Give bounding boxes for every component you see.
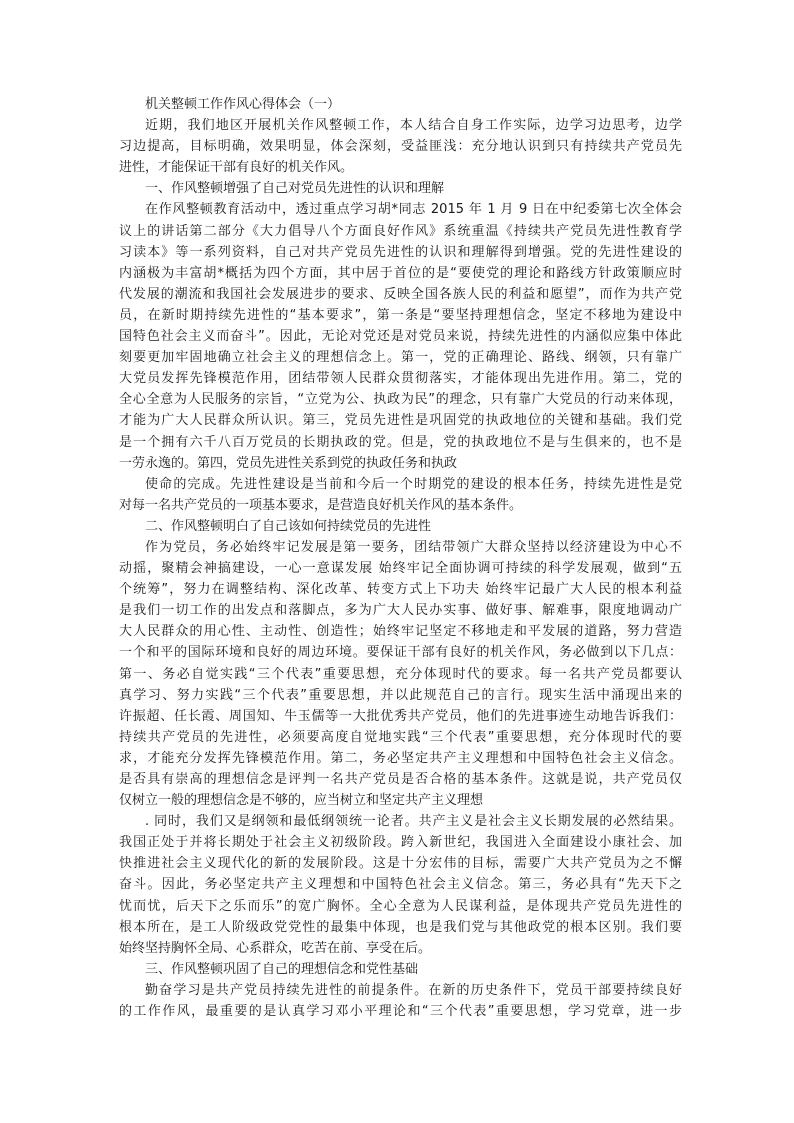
text-line: 个统筹”，努力在调整结构、深化改革、转变方式上下功夫 始终牢记最广大人民的根本利益 (119, 582, 682, 598)
text-line: 我国正处于并将长期处于社会主义初级阶段。跨入新世纪，我国进入全面建设小康社会、加 (119, 835, 682, 851)
text-line: 三、作风整顿巩固了自己的理想信念和党性基础 (145, 961, 419, 977)
text-line: 忧而忧，后天下之乐而乐”的宽广胸怀。全心全意为人民谋利益，是体现共产党员先进性的 (119, 898, 682, 914)
text-line: 代发展的潮流和我国社会发展进步的要求、反映全国各族人民的利益和愿望”，而作为共产党 (119, 286, 682, 302)
text-line: 快推进社会主义现代化的新的发展阶段。这是十分宏伟的目标，需要广大共产党员为之不懈 (119, 856, 682, 872)
text-line: 大党员发挥先锋模范作用，团结带领人民群众贯彻落实，才能体现出先进作用。第二，党的 (119, 371, 682, 387)
text-line: 使命的完成。先进性建设是当前和今后一个时期党的建设的根本任务，持续先进性是党 (145, 476, 682, 492)
text-line: 始终坚持胸怀全局、心系群众，吃苦在前、享受在后。 (119, 940, 432, 956)
text-line: 大人民群众的用心性、主动性、创造性；始终牢记坚定不移地走和平发展的道路，努力营造 (119, 624, 682, 640)
text-line: 一个和平的国际环境和良好的周边环境。要保证干部有良好的机关作风，务必做到以下几点： (119, 645, 682, 661)
text-line: 根本所在，是工人阶级政党党性的最集中体现，也是我们党与其他政党的根本区别。我们要 (119, 919, 682, 935)
text-line: 习读本》等一系列资料，自己对共产党员先进性的认识和理解得到增强。党的先进性建设的 (119, 244, 682, 260)
text-line: 的工作作风，最重要的是认真学习邓小平理论和“三个代表”重要思想，学习党章，进一步 (119, 1004, 682, 1020)
text-line: 动摇，聚精会神搞建设，一心一意谋发展 始终牢记全面协调可持续的科学发展观，做到“五 (119, 561, 682, 577)
text-line: 进性，才能保证干部有良好的机关作风。 (119, 160, 354, 176)
text-line: 刻要更加牢固地确立社会主义的理想信念上。第一，党的正确理论、路线、纲领，只有靠广 (119, 350, 682, 366)
text-line: 求，才能充分发挥先锋模范作用。第二，务必坚定共产主义理想和中国特色社会主义信念。 (119, 750, 682, 766)
text-line: 许振超、任长霞、周国知、牛玉儒等一大批优秀共产党员，他们的先进事迹生动地告诉我们： (119, 708, 682, 724)
text-line: 一劳永逸的。第四，党员先进性关系到党的执政任务和执政 (119, 455, 458, 471)
text-line: 是一个拥有六千八百万党员的长期执政的党。但是，党的执政地位不是与生俱来的，也不是 (119, 434, 682, 450)
text-line: 是否具有崇高的理想信念是评判一名共产党员是否合格的基本条件。这就是说，共产党员仅 (119, 772, 682, 787)
text-line: 在作风整顿教育活动中，透过重点学习胡*同志 2015 年 1 月 9 日在中纪委第七次全体会 (145, 202, 682, 218)
text-line: 内涵极为丰富胡*概括为四个方面，其中居于首位的是“要使党的理论和路线方针政策顺应时 (119, 265, 682, 281)
text-line: 仅树立一般的理想信念是不够的，应当树立和坚定共产主义理想 (119, 793, 484, 809)
text-line: 习边提高，目标明确，效果明显，体会深刻，受益匪浅：充分地认识到只有持续共产党员先 (119, 139, 682, 155)
text-line: 机关整顿工作作风心得体会（一） (145, 97, 341, 112)
text-line: 国特色社会主义而奋斗”。因此，无论对党还是对党员来说，持续先进性的内涵似应集中体此 (119, 329, 682, 345)
text-line: 勤奋学习是共产党员持续先进性的前提条件。在新的历史条件下，党员干部要持续良好 (145, 982, 682, 998)
text-line: . 同时，我们又是纲领和最低纲领统一论者。共产主义是社会主义长期发展的必然结果。 (145, 814, 682, 830)
text-line: 员，在新时期持续先进性的“基本要求”，第一条是“要坚持理想信念，坚定不移地为建设中 (119, 307, 682, 323)
text-line: 议上的讲话第二部分《大力倡导八个方面良好作风》系统重温《持续共产党员先进性教育学 (119, 223, 682, 239)
text-line: 近期，我们地区开展机关作风整顿工作，本人结合自身工作实际，边学习边思考，边学 (145, 118, 682, 134)
text-line: 第一、务必自觉实践“三个代表”重要思想，充分体现时代的要求。每一名共产党员都要认 (119, 666, 682, 682)
text-line: 持续共产党员的先进性，必须要高度自觉地实践“三个代表”重要思想，充分体现时代的要 (119, 729, 682, 745)
text-line: 才能为广大人民群众所认识。第三，党员先进性是巩固党的执政地位的关键和基础。我们党 (119, 413, 682, 429)
text-line: 全心全意为人民服务的宗旨，“立党为公、执政为民”的理念，只有靠广大党员的行动来体现， (119, 392, 682, 408)
text-line: 一、作风整顿增强了自己对党员先进性的认识和理解 (145, 181, 445, 197)
text-line: 二、作风整顿明白了自己该如何持续党员的先进性 (145, 518, 432, 534)
text-line: 真学习、努力实践“三个代表”重要思想，并以此规范自己的言行。现实生活中涌现出来的 (119, 687, 682, 703)
text-line: 作为党员，务必始终牢记发展是第一要务，团结带领广大群众坚持以经济建设为中心不 (145, 539, 682, 555)
text-line: 奋斗。因此，务必坚定共产主义理想和中国特色社会主义信念。第三，务必具有“先天下之 (119, 877, 682, 893)
text-line: 对每一名共产党员的一项基本要求，是营造良好机关作风的基本条件。 (119, 497, 523, 513)
text-line: 是我们一切工作的出发点和落脚点，多为广大人民办实事、做好事、解难事，限度地调动广 (119, 603, 682, 619)
